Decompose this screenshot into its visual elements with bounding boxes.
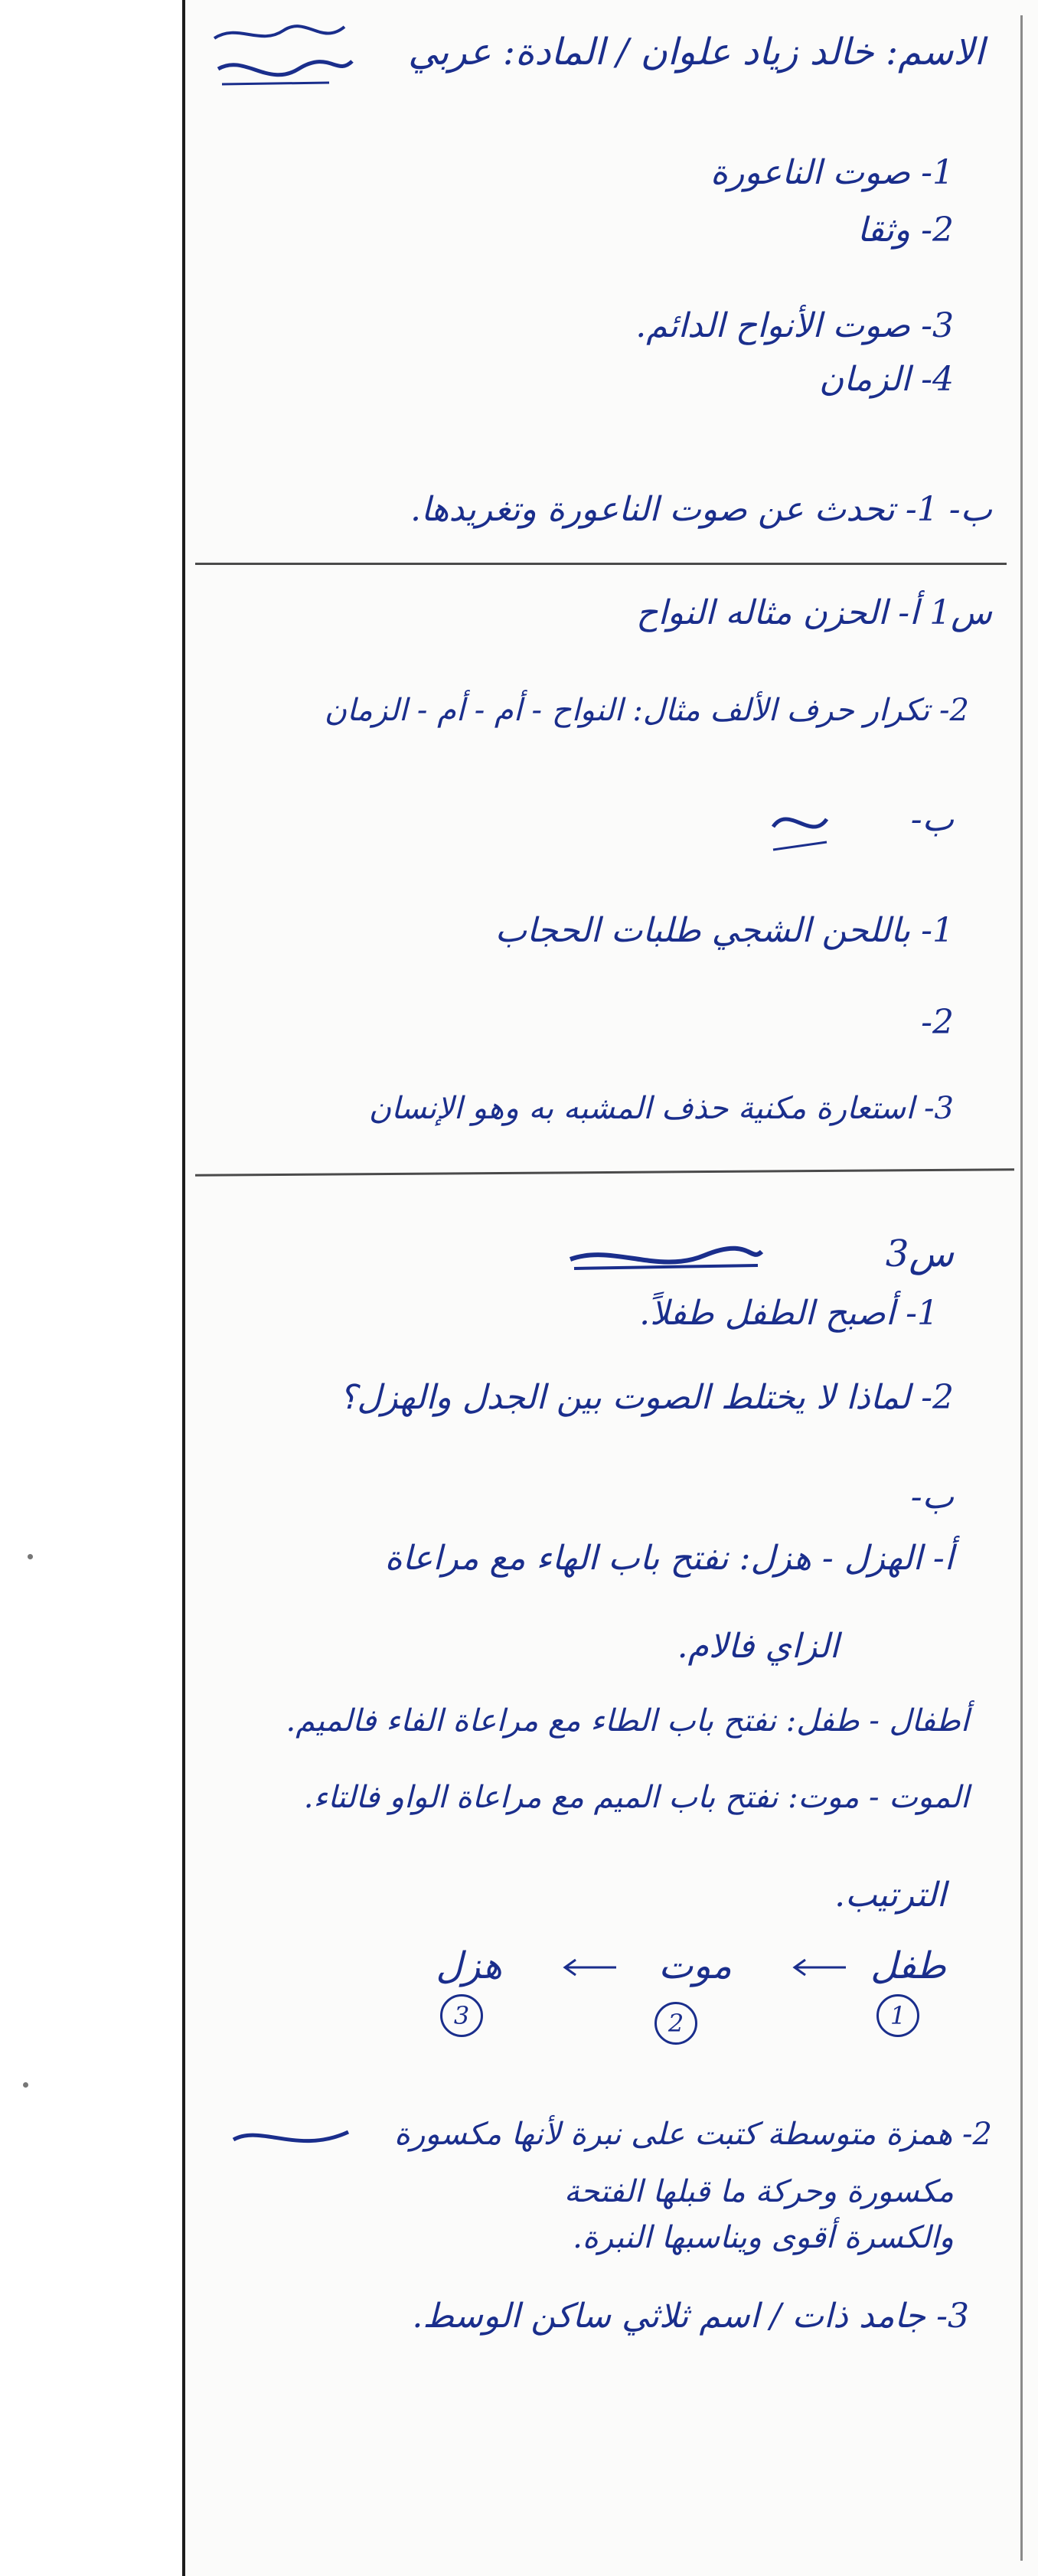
answer-line: 2- همزة متوسطة كتبت على نبرة لأنها مكسورة [394,2117,992,2152]
answer-line: الموت - موت: نفتح باب الميم مع مراعاة الواو فالتاء. [303,1780,969,1815]
margin-line [182,0,185,2576]
crossed-out-text [230,2113,352,2159]
answer-line: 4- الزمان [818,360,954,399]
answer-line: والكسرة أقوى ويناسبها النبرة. [573,2220,954,2255]
section-divider [195,1168,1014,1176]
answer-line: أ- الهزل - هزل: نفتح باب الهاء مع مراعاة [384,1539,954,1578]
page-right-edge [1020,15,1023,2561]
order-word: هزل [436,1944,502,1987]
answer-line: س1 أ- الحزن مثاله النواح [636,593,992,632]
answer-line: 2- وثقا [857,211,954,250]
answer-line: 2- [921,1003,954,1042]
answer-line: ب- 1- تحدث عن صوت الناعورة وتغريدها. [410,490,992,529]
label-scribble [765,796,834,857]
paper-dot [23,2082,28,2088]
answer-line: 3- جامد ذات / اسم ثلاثي ساكن الوسط. [412,2297,969,2336]
answer-line: 3- استعارة مكنية حذف المشبه به وهو الإنسان [368,1091,954,1126]
answer-line: أطفال - طفل: نفتح باب الطاء مع مراعاة الفاء فالميم. [286,1703,969,1739]
question-label: س3 [885,1232,954,1275]
header-scribble [207,15,360,100]
answer-line: الترتيب. [834,1876,946,1915]
arrow-icon [788,1956,850,1979]
paper-dot [28,1554,33,1559]
answer-line: 1- أصبح الطفل طفلاً. [639,1294,938,1333]
header-name-subject: الاسم: خالد زياد علوان / المادة: عربي [408,31,984,73]
crossed-out-text [566,1236,765,1282]
order-number: 3 [440,1994,483,2037]
answer-line: 3- صوت الأنواح الدائم. [635,306,954,345]
answer-line: 2- لماذا لا يختلط الصوت بين الجدل والهزل؟ [338,1378,954,1417]
order-word: طفل [870,1944,946,1987]
order-number: 2 [654,2002,697,2045]
page-left-margin [0,0,182,2576]
order-word: موت [658,1944,732,1987]
answer-line: 1- باللحن الشجي طلبات الحجاب [495,911,954,950]
section-label: ب- [910,1477,954,1517]
order-number: 1 [876,1994,919,2037]
arrow-icon [559,1956,620,1979]
answer-line: الزاي فالام. [677,1627,839,1666]
section-label: ب- [910,800,954,839]
answer-line: 2- تكرار حرف الألف مثال: النواح - أم - أم - الزمان [324,693,969,728]
answer-line: مكسورة وحركة ما قبلها الفتحة [563,2174,954,2209]
section-divider [195,563,1007,565]
answer-line: 1- صوت الناعورة [710,153,954,192]
